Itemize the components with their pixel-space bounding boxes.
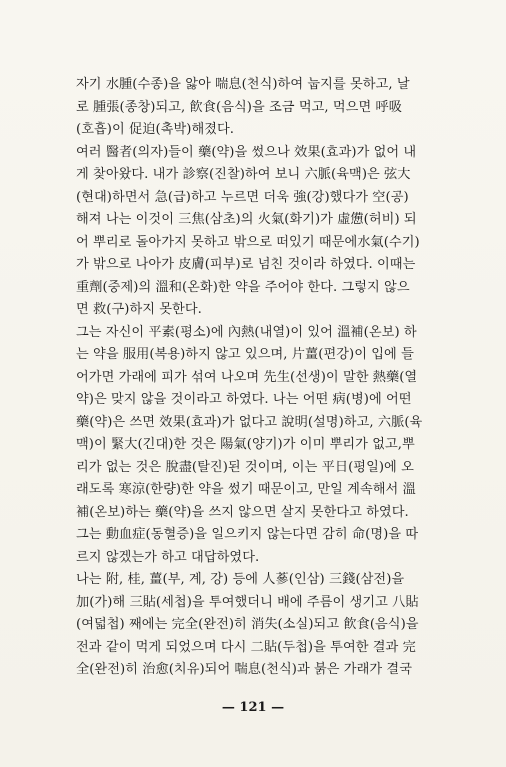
text-line: 여러 醫者(의자)들이 藥(약)을 썼으나 效果(효과)가 없어 내 <box>76 144 417 160</box>
text-line: 면 救(구)하지 못한다. <box>76 302 202 317</box>
page-number: — 121 — <box>221 700 285 715</box>
text-line: 藥(약)은 쓰면 效果(효과)가 없다고 說明(설명)하고, 六脈(육 <box>76 414 423 430</box>
text-line: 르지 않겠는가 하고 대답하였다. <box>76 549 260 565</box>
text-line: 자기 水腫(수종)을 앓아 喘息(천식)하여 눕지를 못하고, 날 <box>76 77 410 92</box>
body-text <box>76 74 466 682</box>
text-line: 맥)이 緊大(긴대)한 것은 陽氣(양기)가 이미 뿌리가 없고,뿌 <box>76 437 415 452</box>
text-line: 가 밖으로 나아가 皮膚(피부)로 넘친 것이라 하였다. 이때는 <box>76 257 416 272</box>
text-line: 해져 나는 이것이 三焦(삼초)의 火氣(화기)가 虛憊(허비) 되 <box>76 212 417 227</box>
text-line: 로 腫張(종창)되고, 飮食(음식)을 조금 먹고, 먹으면 呼吸 <box>76 99 402 115</box>
text-line: 나는 附, 桂, 薑(부, 계, 강) 등에 人蔘(인삼) 三錢(삼전)을 <box>76 572 405 587</box>
text-line: 그는 자신이 平素(평소)에 內熱(내열)이 있어 溫補(온보) 하 <box>76 324 417 340</box>
text-line: (호흡)이 促迫(촉박)해졌다. <box>76 122 235 137</box>
text-line: 加(가)해 三貼(세첩)을 투여했더니 배에 주름이 생기고 八貼 <box>76 594 419 610</box>
text-line: 래도록 寒涼(한량)한 약을 썼기 때문이고, 만일 계속해서 溫 <box>76 482 416 497</box>
text-line: 는 약을 服用(복용)하지 않고 있으며, 片薑(편강)이 입에 들 <box>76 347 414 362</box>
text-line: 어가면 가래에 피가 섞여 나오며 先生(선생)이 말한 熱藥(열 <box>76 369 418 385</box>
text-line: 리가 없는 것은 脫盡(탈진)된 것이며, 이는 平日(평일)에 오 <box>76 459 414 475</box>
text-line: 補(온보)하는 藥(약)을 쓰지 않으면 살지 못한다고 하였다. <box>76 504 409 520</box>
text-line: 전과 같이 먹게 되었으며 다시 二貼(두첩)을 투여한 결과 完 <box>76 639 416 655</box>
text-line: (여덟첩) 째에는 完全(완전)히 消失(소실)되고 飮食(음식)을 <box>76 617 419 632</box>
text-line: 그는 動血症(동혈증)을 일으키지 않는다면 감히 命(명)을 따 <box>76 527 419 542</box>
text-line: 全(완전)히 治愈(치유)되어 喘息(천식)과 붉은 가래가 결국 <box>76 662 412 677</box>
text-line: (현대)하면서 急(급)하고 누르면 더욱 強(강)했다가 空(공) <box>76 189 409 205</box>
text-line: 어 뿌리로 돌아가지 못하고 밖으로 떠있기 때문에水氣(수기) <box>76 234 420 250</box>
text-line: 게 찾아왔다. 내가 診察(진찰)하여 보니 六脈(육맥)은 弦大 <box>76 167 411 182</box>
text-line: 약)은 맞지 않을 것이라고 하였다. 나는 어떤 病(병)에 어떤 <box>76 392 412 407</box>
text-line: 重劑(중제)의 溫和(온화)한 약을 주어야 한다. 그렇지 않으 <box>76 279 410 295</box>
